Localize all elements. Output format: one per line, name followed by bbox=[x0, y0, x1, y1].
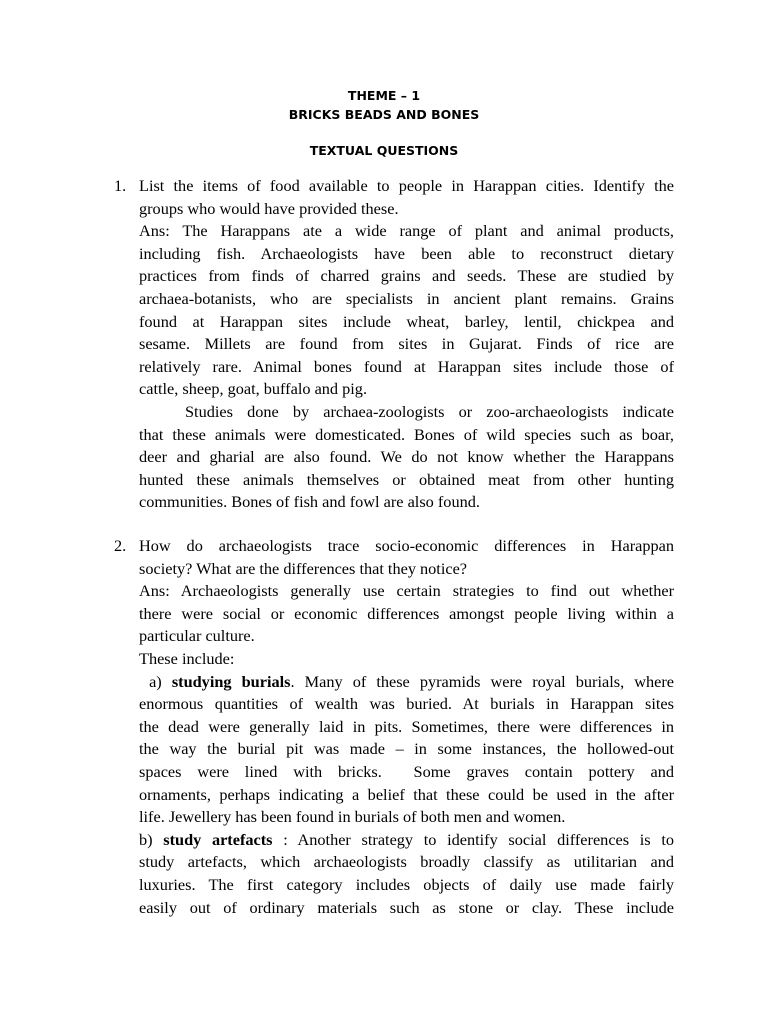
point-b-text: : Another strategy to identify social differences is to bbox=[272, 829, 674, 849]
answer-line: the way the burial pit was made – in some instances, the hollowed-out bbox=[139, 739, 674, 759]
question-1 bbox=[114, 175, 674, 514]
point-b-heading: study artefacts bbox=[163, 829, 273, 849]
question-2 bbox=[114, 535, 674, 919]
point-a-text: . Many of these pyramids were royal burials, where bbox=[290, 671, 674, 691]
answer-line: the dead were generally laid in pits. Sometimes, there were differences in bbox=[139, 716, 674, 736]
answer-line: study artefacts, which archaeologists broadly classify as utilitarian and bbox=[139, 852, 674, 872]
question-line: How do archaeologists trace socio-economic differences in Harappan bbox=[139, 536, 674, 555]
answer-line: luxuries. The first category includes objects of daily use made fairly bbox=[139, 874, 674, 894]
answer-line: These include: bbox=[139, 648, 235, 668]
answer-line: practices from finds of charred grains and seeds. These are studied by bbox=[139, 266, 674, 286]
answer-line: Studies done by archaea-zoologists or zoo-archaeologists indicate bbox=[185, 401, 674, 421]
chapter-title: BRICKS BEADS AND BONES bbox=[288, 107, 480, 122]
question-line: groups who would have provided these. bbox=[139, 198, 399, 218]
question-number: 1. bbox=[114, 176, 127, 195]
section-heading: TEXTUAL QUESTIONS bbox=[309, 143, 459, 158]
answer-line: easily out of ordinary materials such as stone or clay. These include bbox=[139, 897, 674, 917]
theme-heading: THEME – 1 bbox=[347, 88, 421, 103]
answer-line: enormous quantities of wealth was buried. At burials in Harappan sites bbox=[139, 694, 674, 714]
answer-line: ornaments, perhaps indicating a belief that these could be used in the after bbox=[139, 784, 674, 804]
answer-line: life. Jewellery has been found in burials of both men and women. bbox=[139, 807, 566, 827]
answer-line: particular culture. bbox=[139, 626, 255, 646]
answer-line: Ans: The Harappans ate a wide range of plant and animal products, bbox=[139, 221, 674, 241]
question-number: 2. bbox=[114, 536, 127, 555]
answer-line: Ans: Archaeologists generally use certain strategies to find out whether bbox=[139, 581, 674, 601]
point-a-line bbox=[139, 671, 674, 694]
answer-line: relatively rare. Animal bones found at Harappan sites include those of bbox=[139, 356, 674, 376]
answer-line: including fish. Archaeologists have been able to reconstruct dietary bbox=[139, 243, 674, 263]
answer-line: spaces were lined with bricks. Some graves contain pottery and bbox=[139, 761, 674, 781]
answer-line: that these animals were domesticated. Bones of wild species such as boar, bbox=[139, 424, 674, 444]
question-line: List the items of food available to people in Harappan cities. Identify the bbox=[139, 176, 674, 195]
answer-line: found at Harappan sites include wheat, barley, lentil, chickpea and bbox=[139, 311, 674, 331]
answer-line: archaea-botanists, who are specialists in ancient plant remains. Grains bbox=[139, 288, 674, 308]
point-a-label: a) bbox=[139, 671, 172, 691]
answer-line: cattle, sheep, goat, buffalo and pig. bbox=[139, 379, 368, 399]
question-line: society? What are the differences that they notice? bbox=[139, 558, 468, 578]
point-b-line bbox=[139, 829, 674, 852]
point-b-label: b) bbox=[139, 829, 164, 849]
answer-line: deer and gharial are also found. We do not know whether the Harappans bbox=[139, 447, 674, 467]
answer-line: there were social or economic differences amongst people living within a bbox=[139, 603, 674, 623]
answer-line: hunted these animals themselves or obtained meat from other hunting bbox=[139, 469, 674, 489]
point-a-heading: studying burials bbox=[171, 671, 291, 691]
answer-line: sesame. Millets are found from sites in Gujarat. Finds of rice are bbox=[139, 334, 674, 354]
answer-line: communities. Bones of fish and fowl are also found. bbox=[139, 492, 480, 512]
